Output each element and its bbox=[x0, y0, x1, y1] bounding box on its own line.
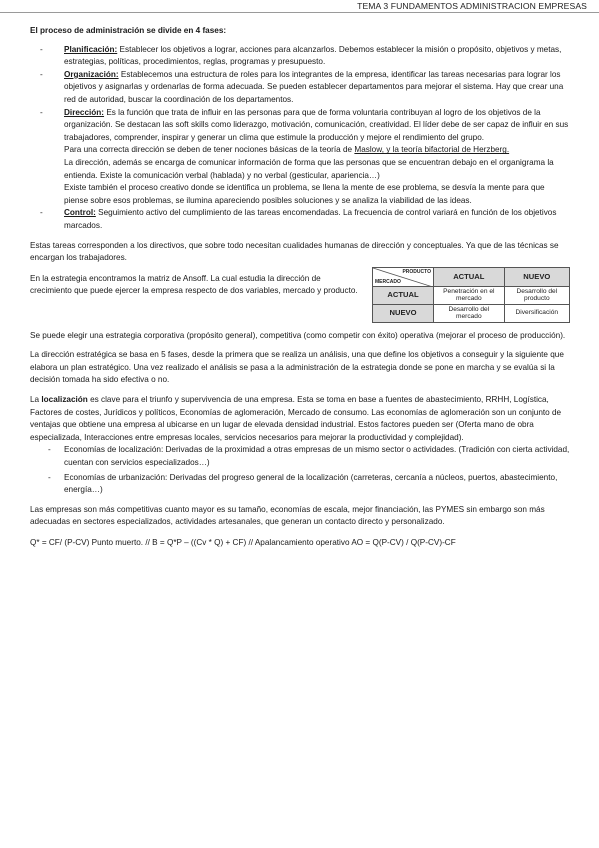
phase-planificacion bbox=[30, 44, 570, 69]
matrix-corner bbox=[373, 267, 434, 286]
tasks-paragraph: Estas tareas corresponden a los directivos, que sobre todo necesitan cualidades humanas de dirección y conceptuales. Ya que de las técnicas se encargan los trabajadores. bbox=[30, 240, 559, 263]
maslow-line bbox=[64, 144, 570, 157]
page-header: TEMA 3 FUNDAMENTOS ADMINISTRACION EMPRESAS bbox=[357, 1, 587, 11]
economies-list bbox=[30, 444, 570, 496]
cell-diversification: Diversificación bbox=[504, 304, 569, 322]
row-header-nuevo: NUEVO bbox=[373, 304, 434, 322]
phase-text: Seguimiento activo del cumplimiento de las tareas encomendadas. La frecuencia de control variará en función de los objetivos marcados. bbox=[64, 208, 557, 230]
phase-text: Establecer los objetivos a lograr, acciones para alcanzarlos. Debemos establecer la misión o propósito, objetivos y metas, estrategias, políticas, procedimientos, reglas, programas y presupuesto. bbox=[64, 44, 562, 67]
corner-market-label: MERCADO bbox=[375, 278, 401, 285]
phase-direccion bbox=[30, 107, 570, 208]
cell-market-penetration: Penetración en el mercado bbox=[434, 286, 505, 304]
header-rule bbox=[0, 12, 599, 13]
strategy-paragraph: Se puede elegir una estrategia corporativa (propósito general), competitiva (como competir con éxito) operativa (mejorar el proceso de producción). bbox=[30, 330, 566, 340]
formula-line: Q* = CF/ (P-CV) Punto muerto. // B = Q*P – ((Cv * Q) + CF) // Apalancamiento operativo AO = Q(P-CV) / Q(P-CV)-CF bbox=[30, 538, 456, 547]
economy-item: - Economías de localización: Derivadas de la proximidad a otras empresas de un mismo sector o actividades. (Tradición con cierta actividad, cuentan con servicios especializados…) bbox=[30, 444, 570, 469]
cell-market-development: Desarrollo del mercado bbox=[434, 304, 505, 322]
document-body bbox=[30, 25, 570, 550]
phases-list bbox=[30, 44, 570, 233]
intro-heading: El proceso de administración se divide en 4 fases: bbox=[30, 26, 227, 35]
phase-term: Organización: bbox=[64, 69, 119, 79]
phase-organizacion bbox=[30, 69, 570, 107]
competitive-paragraph: Las empresas son más competitivas cuanto mayor es su tamaño, economías de escala, mejor financiación, las PYMES sin embargo son más adecuadas en sectores especializados, actividades artesanales, que generan un contacto directo y personalizado. bbox=[30, 504, 545, 527]
phase-text: La dirección, además se encarga de comunicar información de forma que las personas que se encuentran debajo en el organigrama la entienda. Existe la comunicación verbal (hablada) y no verbal (gesticular, apariencia…) bbox=[64, 157, 554, 180]
cell-product-development: Desarrollo del producto bbox=[504, 286, 569, 304]
phase-text: Existe también el proceso creativo donde se identifica un problema, se llena la mente de ese problema, se desvía la mente para que piense sobre esos problemas, se ilumina apareciendo posibles soluciones y se analiza la viabilidad de las ideas. bbox=[64, 183, 545, 205]
ansoff-table bbox=[372, 267, 570, 323]
phase-term: Planificación: bbox=[64, 44, 118, 54]
maslow-prefix: Para una correcta dirección se deben de tener nociones básicas de la teoría de bbox=[64, 145, 355, 155]
ansoff-matrix bbox=[372, 267, 570, 323]
localization-term: localización bbox=[41, 395, 88, 405]
ansoff-paragraph: En la estrategia encontramos la matriz de Ansoff. La cual estudia la dirección de crecimiento que puede ejercer la empresa respecto de dos variables, mercado y producto. bbox=[30, 273, 358, 296]
localization-text: es clave para el triunfo y supervivencia de una empresa. Esta se toma en base a fuentes de abastecimiento, RRHH, Logística, Factores de costes, Jurídicos y políticos, Economías de aglomeración, Mercado de consumo. Las economías de aglomeración son un conjunto de ventajas que obtiene una empresa al ubicarse en un lugar de elevada densidad industrial. Estos factores pueden ser (Oferta mano de obra especializada, Interacciones entre empresas locales, servicios necesarios para mejorar la productividad y complejidad). bbox=[30, 395, 562, 442]
economy-item: - Economías de urbanización: Derivadas del progreso general de la localización (carreteras, cercanía a núcleos, puertos, abastecimiento, energía…) bbox=[30, 472, 570, 497]
phase-term: Control: bbox=[64, 208, 96, 218]
col-header-actual: ACTUAL bbox=[434, 267, 505, 286]
ansoff-section bbox=[30, 268, 570, 323]
phase-text: Es la función que trata de influir en las personas para que de forma voluntaria contribuyan al logro de los objetivos de la organización. Se destacan las soft skills como liderazgo, motivación, comunicación, creatividad. El líder debe de ser capaz de influir en sus trabajadores, comprender, inspirar y generar un clima que estimule la producción y mejore el rendimiento del grupo. bbox=[64, 107, 569, 142]
row-header-actual: ACTUAL bbox=[373, 286, 434, 304]
localization-paragraph bbox=[30, 394, 570, 444]
phase-control bbox=[30, 207, 570, 232]
maslow-link: Maslow, y la teoría bifactorial de Herzberg. bbox=[354, 145, 510, 155]
phase-text: Establecemos una estructura de roles para los integrantes de la empresa, identificar las tareas necesarias para lograr los objetivos y asignarlas y ordenarlas de forma adecuada. Se pueden establecer departamentos para mejorar el sistema. Hay que crear una red de autoridad, buscar la coordinación de los departamentos. bbox=[64, 69, 564, 104]
phase-term: Dirección: bbox=[64, 107, 105, 117]
corner-product-label: PRODUCTO bbox=[402, 268, 431, 275]
col-header-nuevo: NUEVO bbox=[504, 267, 569, 286]
localization-prefix: La bbox=[30, 395, 42, 405]
strategic-phases-paragraph: La dirección estratégica se basa en 5 fases, desde la primera que se realiza un análisis, una que define los objetivos a conseguir y la siguiente que elabora un plan estratégico. Una vez realizado el análisis se pasa a la administración de la estrategia donde se pone en marcha y se evalúa si la decisión tomada ha sido efectiva o no. bbox=[30, 350, 564, 385]
